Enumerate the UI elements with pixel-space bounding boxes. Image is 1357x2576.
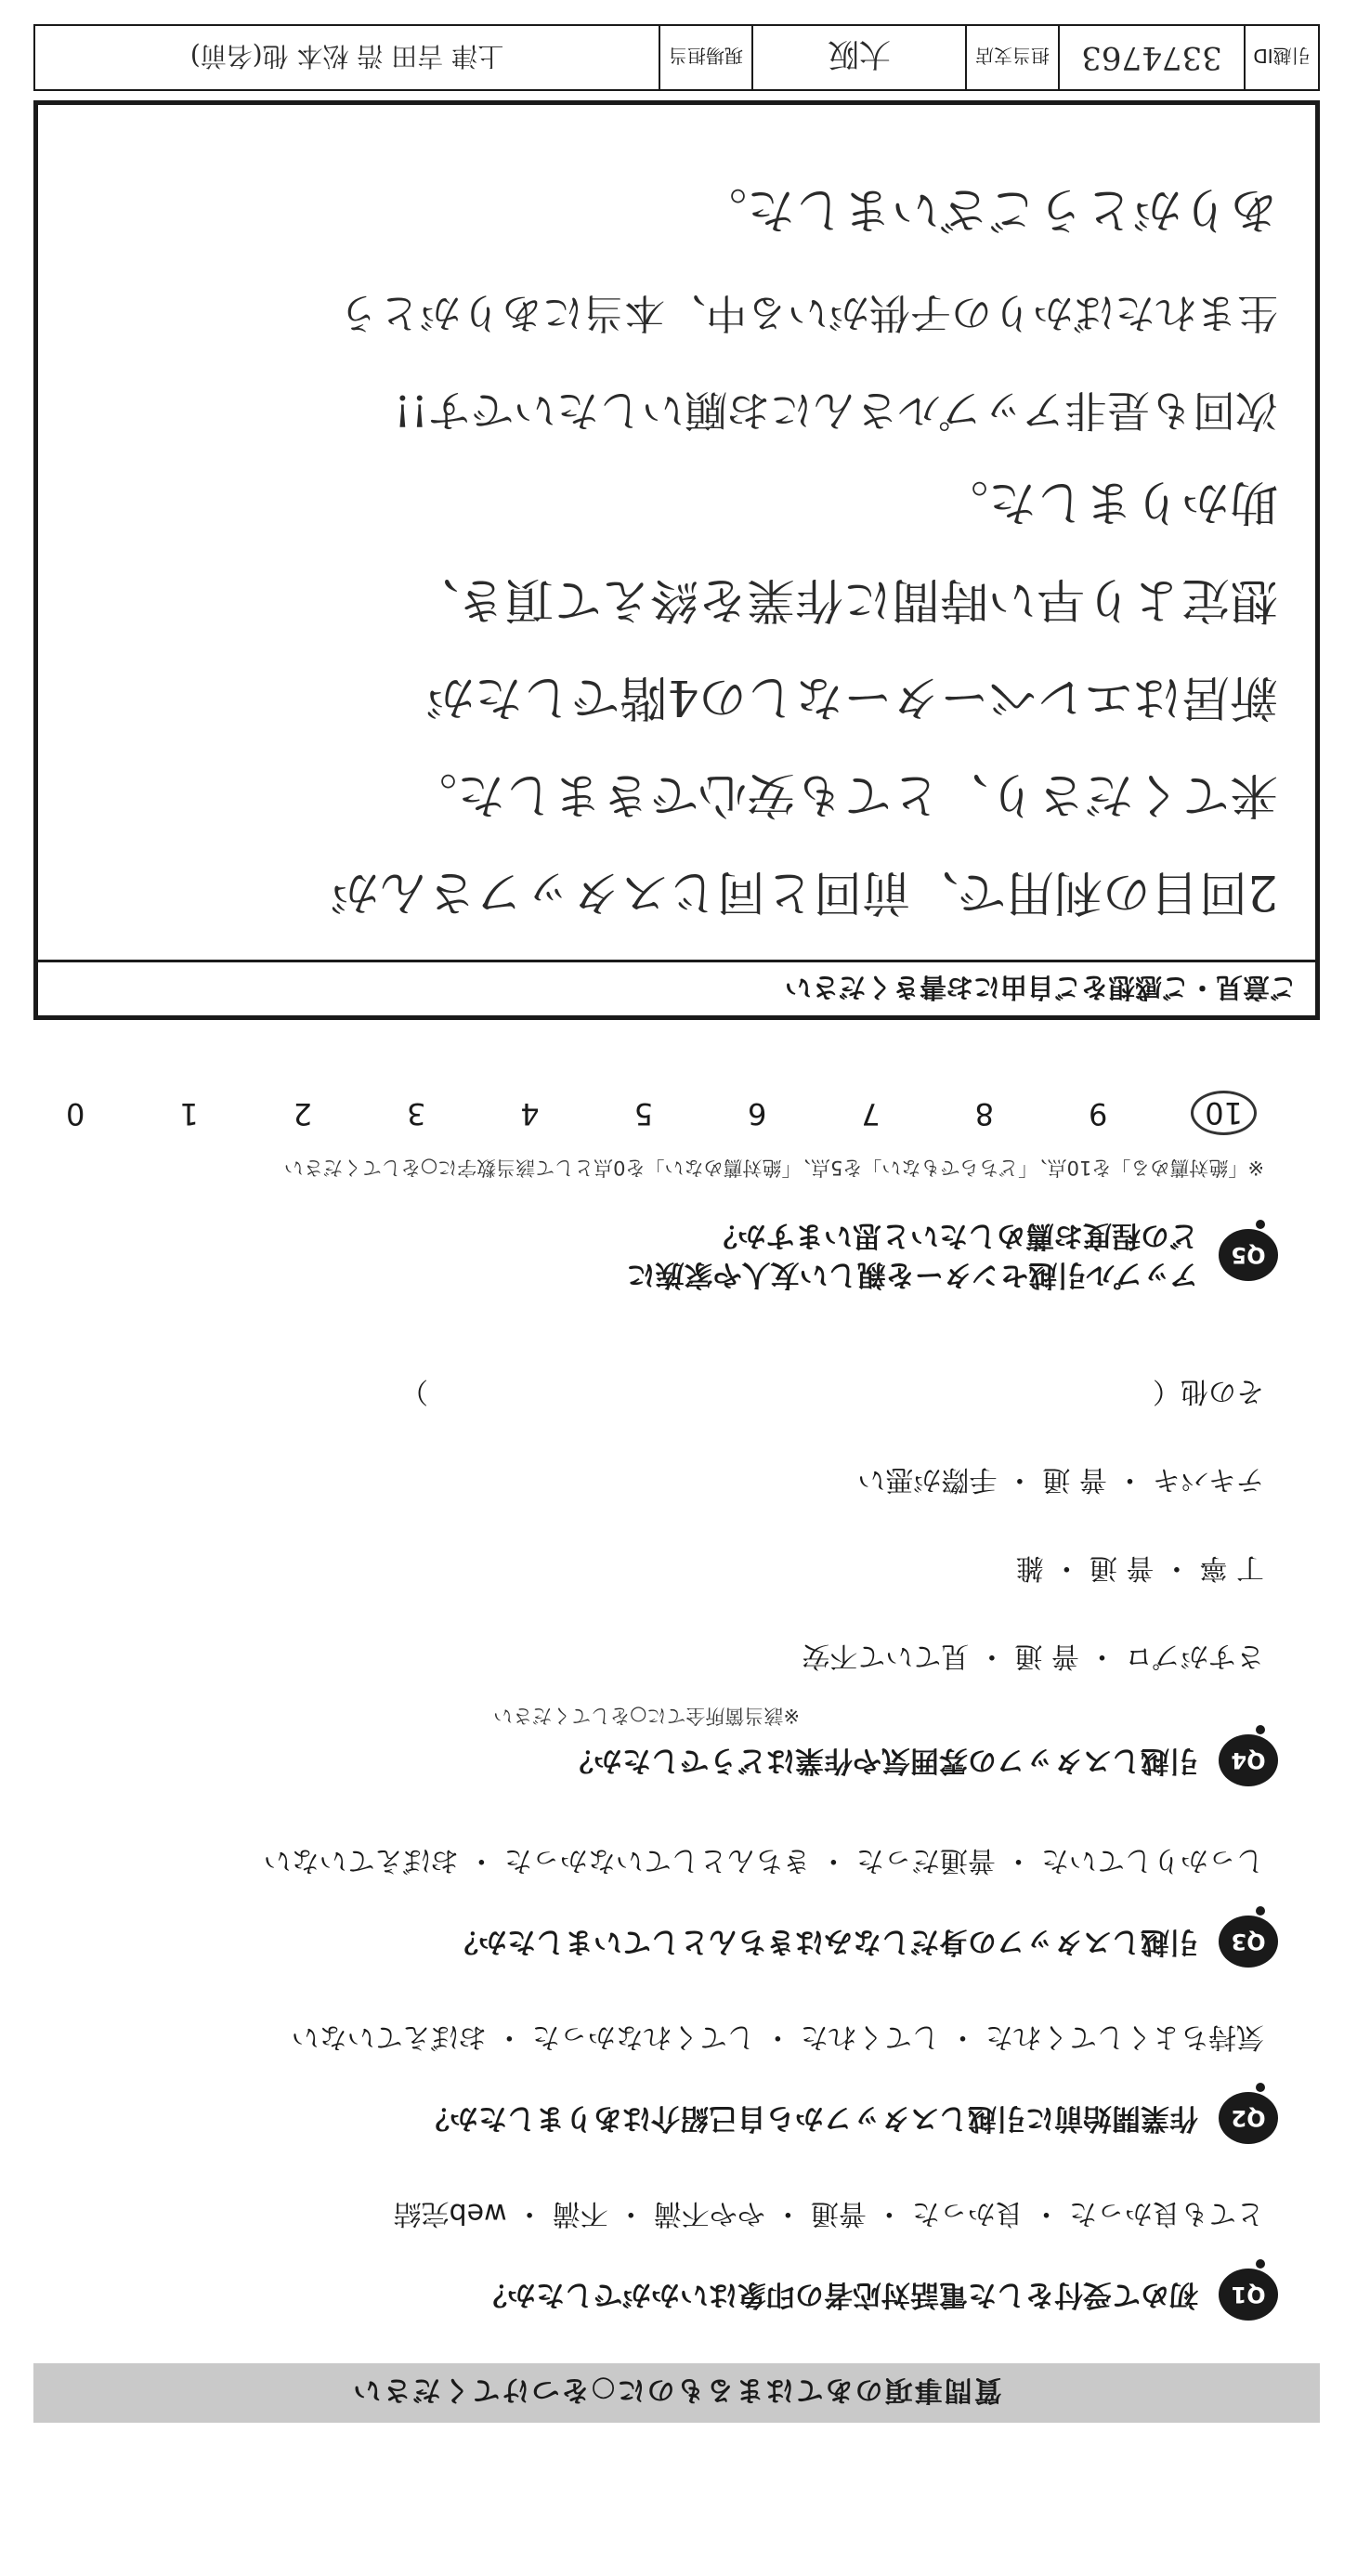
question-5 (627, 1216, 1278, 1294)
q1-badge: Q1 (1219, 2269, 1278, 2321)
comment-line: 2回目の利用で、前回と同じスタッフさんが (330, 864, 1278, 920)
instruction-banner: 質問事項のあてはまるものに○をつけてください (33, 2363, 1320, 2423)
scale-4[interactable]: 4 (520, 1096, 540, 1131)
q3-text: 引越しスタッフの身だしなみはきちんとしていましたか？ (450, 1925, 1198, 1958)
leader-label-cell: 現場担当 (659, 26, 751, 89)
q5-text-line2: どの程度お薦めしたいと思いますか？ (709, 1219, 1198, 1252)
q5-note: ※「絶対薦める」を10点、「どちらでもない」を5点、「絶対薦めない」を0点として該当数字に○をしてください (283, 1157, 1264, 1179)
q4-badge: Q4 (1219, 1734, 1278, 1786)
scale-2[interactable]: 2 (293, 1096, 313, 1131)
q4-row-jinsoku[interactable]: テキパキ ・ 普 通 ・ 手際が悪い (857, 1463, 1264, 1496)
comment-line: 来てくださり、とても安心できました。 (408, 766, 1278, 822)
question-3 (450, 1916, 1278, 1968)
scale-1[interactable]: 1 (179, 1096, 199, 1131)
q5-badge: Q5 (1219, 1229, 1278, 1281)
q4-other[interactable]: その他（ ） (400, 1375, 1264, 1407)
scale-5[interactable]: 5 (633, 1096, 653, 1131)
branch-value-cell: 大阪 (751, 26, 965, 89)
q2-text: 作業開始前に引越しスタッフから自己紹介はありましたか？ (421, 2101, 1198, 2135)
q1-text: 初めて受付をした電話対応者の印象はいかがでしたか？ (478, 2278, 1198, 2311)
q3-options[interactable]: しっかりしていた ・ 普通だった ・ きちんとしていなかった ・ おぼえていない (263, 1844, 1264, 1876)
scale-7[interactable]: 7 (861, 1096, 881, 1131)
q4-row-anshin[interactable]: さすがプロ ・ 普 通 ・ 見ていて不安 (802, 1640, 1264, 1672)
comment-box[interactable] (33, 100, 1320, 1020)
comment-line: 助かりました。 (939, 474, 1278, 530)
q5-scale[interactable] (66, 1094, 1246, 1131)
scale-6[interactable]: 6 (747, 1096, 767, 1131)
q2-options[interactable]: 気持ちよくしてくれた ・ してくれた ・ してくれなかった ・ おぼえていない (291, 2020, 1264, 2053)
leader-value-cell: 上津 吉田 浩 松本 他(名前) (189, 41, 504, 72)
scale-8[interactable]: 8 (974, 1096, 994, 1131)
scale-10[interactable]: 10 (1191, 1091, 1257, 1135)
id-value-cell: 3374763 (1058, 26, 1244, 89)
q4-note: ※該当箇所全てに○をしてください (493, 1705, 800, 1727)
comment-line: 次回も是非アップルさんにお願いしたいです!! (394, 386, 1278, 436)
comment-heading: ご意見・ご感想をご自由にお書きください (38, 960, 1315, 1015)
scale-0[interactable]: 0 (66, 1096, 85, 1131)
scale-3[interactable]: 3 (406, 1096, 426, 1131)
q3-badge: Q3 (1219, 1916, 1278, 1968)
branch-label-cell: 担当支店 (965, 26, 1058, 89)
question-4 (565, 1734, 1278, 1786)
comment-line: 生まれたばかりの子供がいる中、本当にありがとう (338, 289, 1278, 336)
question-1 (478, 2269, 1278, 2321)
comment-line: 想定より早い時間に作業を終えて頂き、 (411, 571, 1278, 627)
footer-table (33, 24, 1320, 91)
comment-line: ありがとうございました。 (698, 181, 1278, 237)
q4-text: 引越しスタッフの雰囲気や作業はどうでしたか？ (565, 1744, 1198, 1777)
id-label-cell: 引越ID (1244, 26, 1318, 89)
q2-badge: Q2 (1219, 2092, 1278, 2144)
q5-text-line1: アップル引越センターを親しい友人や家族に (626, 1258, 1198, 1291)
q1-options[interactable]: とても良かった ・ 良かった ・ 普通 ・ やや不満 ・ 不満 ・ web完結 (393, 2197, 1264, 2229)
question-2 (421, 2092, 1278, 2144)
comment-line: 新居はエレベーターなしの4階でしたが (425, 669, 1278, 725)
q4-row-anzen[interactable]: 丁 寧 ・ 普 通 ・ 雑 (1015, 1551, 1264, 1584)
scale-9[interactable]: 9 (1088, 1096, 1108, 1131)
